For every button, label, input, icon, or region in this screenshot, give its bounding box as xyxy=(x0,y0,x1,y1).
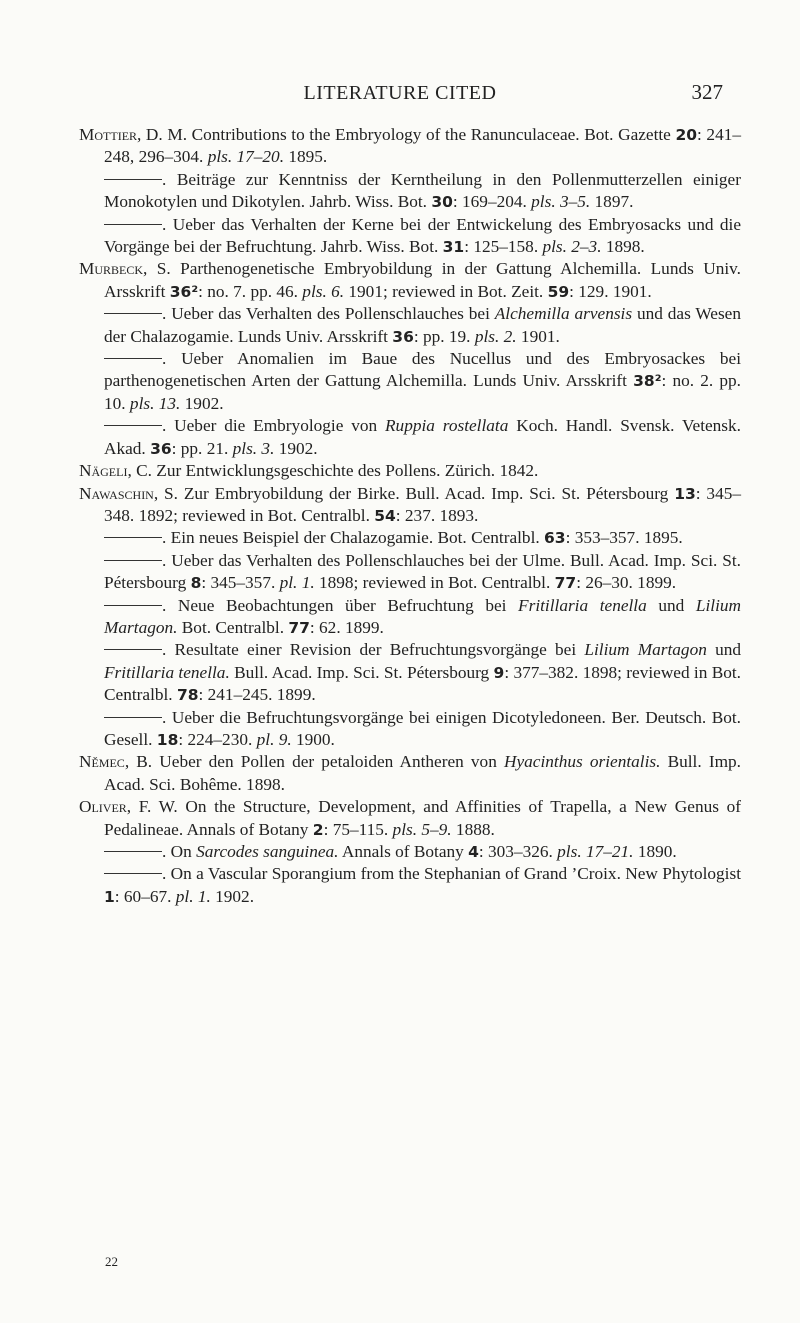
same-author-dash xyxy=(104,179,162,180)
italic-text: pls. 13. xyxy=(129,393,181,413)
reference-entry xyxy=(79,124,741,169)
citation-text: Bull. Imp. Acad. Sci. Bohême. 1898. xyxy=(104,752,741,794)
reference-author: Oliver, F. W. xyxy=(79,797,178,817)
reference-entry xyxy=(79,258,741,303)
volume-number: 36 xyxy=(392,327,414,346)
citation-text: : no. 2. pp. 10. xyxy=(104,371,741,413)
reference-entry xyxy=(79,639,741,706)
reference-entry xyxy=(79,415,741,460)
citation-text: . Ueber das Verhalten der Kerne bei der Entwickelung des Embryosacks und die Vorgänge bei der Befruchtung. Jahrb. Wiss. Bot. xyxy=(104,214,741,257)
citation-text: . Ueber die Befruchtungsvorgänge bei einigen Dicotyledoneen. Ber. Deutsch. Bot. Gesell. xyxy=(104,707,741,749)
citation-text: : 303–326. xyxy=(478,842,558,861)
citation-text: : 62. 1899. xyxy=(309,617,384,637)
page-number: 327 xyxy=(691,80,723,104)
same-author-dash xyxy=(104,851,162,852)
reference-entry xyxy=(79,169,741,214)
volume-number: 38² xyxy=(633,372,662,391)
citation-text: Ueber den Pollen der petaloiden Antheren von xyxy=(152,752,504,772)
italic-text: Alchemilla arvensis xyxy=(494,304,633,324)
volume-number: 2 xyxy=(312,820,324,839)
citation-text: : 241–245. 1899. xyxy=(198,685,316,705)
citation-text: : 345–357. xyxy=(201,573,280,593)
citation-text: . Ueber Anomalien im Baue des Nucellus und des Embryosackes bei parthenogenetischen Arten der Gattung Alchemilla. Lunds Univ. Arsskrift xyxy=(104,349,741,391)
italic-text: pls. 5–9. xyxy=(392,819,452,839)
citation-text: 1902. xyxy=(180,393,224,413)
citation-text: Zur Entwicklungsgeschichte des Pollens. Zürich. 1842. xyxy=(151,461,539,481)
printer-signature-mark: 22 xyxy=(105,1254,118,1269)
volume-number: 77 xyxy=(554,574,577,593)
volume-number: 18 xyxy=(156,730,179,749)
volume-number: 9 xyxy=(493,663,505,682)
reference-author: Nägeli, C. xyxy=(79,461,152,481)
reference-entry xyxy=(79,483,741,528)
volume-number: 36² xyxy=(169,282,199,301)
volume-number: 78 xyxy=(176,686,199,705)
italic-text: pls. 2–3. xyxy=(542,237,602,257)
citation-text: 1900. xyxy=(291,729,335,749)
citation-text: : pp. 19. xyxy=(413,326,475,346)
italic-text: pls. 17–20. xyxy=(207,147,285,167)
same-author-dash xyxy=(104,313,162,314)
reference-entry xyxy=(79,460,741,482)
volume-number: 36 xyxy=(150,439,172,458)
reference-author: Mottier, D. M. xyxy=(79,125,188,144)
citation-text: Bull. Acad. Imp. Sci. St. Pétersbourg xyxy=(229,662,494,682)
reference-entry xyxy=(79,751,741,796)
citation-text: : 345–348. 1892; reviewed in Bot. Centralbl. xyxy=(104,483,741,525)
italic-text: pls. 6. xyxy=(302,281,345,301)
italic-text: pls. 17–21. xyxy=(557,842,634,861)
reference-entry xyxy=(79,214,741,259)
citation-text: Zur Embryobildung der Birke. Bull. Acad. Imp. Sci. St. Pétersbourg xyxy=(177,483,675,503)
italic-text: pl. 9. xyxy=(256,729,292,749)
citation-text: Annals of Botany xyxy=(338,842,469,861)
citation-text: und xyxy=(706,640,741,660)
citation-text: : 60–67. xyxy=(114,886,176,906)
volume-number: 4 xyxy=(468,843,479,861)
volume-number: 54 xyxy=(374,506,396,525)
reference-entry xyxy=(79,863,741,908)
italic-text: pls. 3. xyxy=(232,438,275,458)
italic-text: pls. 3–5. xyxy=(531,192,591,212)
volume-number: 30 xyxy=(431,193,453,212)
citation-text: . Ueber das Verhalten des Pollenschlauches bei xyxy=(162,304,495,324)
same-author-dash xyxy=(104,358,162,359)
same-author-dash xyxy=(104,425,162,426)
citation-text: und das Wesen der Chalazogamie. Lunds Univ. Arsskrift xyxy=(104,304,741,346)
volume-number: 13 xyxy=(674,484,696,503)
citation-text: . On a Vascular Sporangium from the Stephanian of Grand ’Croix. New Phytologist xyxy=(162,864,741,884)
citation-text: : 26–30. 1899. xyxy=(576,573,677,593)
italic-text: Sarcodes sanguinea. xyxy=(196,842,339,861)
reference-list xyxy=(79,124,741,908)
citation-text: 1898. xyxy=(601,237,645,257)
citation-text: 1901. xyxy=(516,326,560,346)
reference-entry xyxy=(79,707,741,752)
citation-text: : no. 7. pp. 46. xyxy=(198,281,303,301)
reference-entry xyxy=(79,841,741,863)
citation-text: . Neue Beobachtungen über Befruchtung bei xyxy=(162,595,519,615)
reference-entry xyxy=(79,550,741,595)
citation-text: Contributions to the Embryology of the Ranunculaceae. Bot. Gazette xyxy=(187,125,676,144)
citation-text: . Ein neues Beispiel der Chalazogamie. Bot. Centralbl. xyxy=(162,528,545,548)
citation-text: 1890. xyxy=(633,842,677,861)
volume-number: 20 xyxy=(675,126,698,144)
citation-text: . Ueber das Verhalten des Pollenschlauches bei der Ulme. Bull. Acad. Imp. Sci. St. Pétersbourg xyxy=(104,550,741,593)
citation-text: : 353–357. 1895. xyxy=(565,528,683,548)
citation-text: . Ueber die Embryologie von xyxy=(162,416,385,436)
same-author-dash xyxy=(104,717,162,718)
italic-text: pls. 2. xyxy=(474,326,517,346)
italic-text: Hyacinthus orientalis. xyxy=(504,752,661,772)
citation-text: Koch. Handl. Svensk. Vetensk. Akad. xyxy=(104,416,741,458)
reference-entry xyxy=(79,348,741,415)
reference-author: Nawaschin, S. xyxy=(79,483,178,503)
reference-entry xyxy=(79,796,741,841)
reference-entry xyxy=(79,527,741,549)
citation-text: . Beiträge zur Kenntniss der Kerntheilung in den Pollenmutterzellen einiger Monokotylen und Dikotylen. Jahrb. Wiss. Bot. xyxy=(104,169,741,212)
citation-text: 1902. xyxy=(210,886,255,906)
citation-text: : 377–382. 1898; reviewed in Bot. Centralbl. xyxy=(104,662,741,705)
italic-text: Fritillaria tenella. xyxy=(104,662,230,682)
citation-text: 1895. xyxy=(284,147,328,167)
citation-text: Bot. Centralbl. xyxy=(177,617,289,637)
italic-text: Fritillaria tenella xyxy=(518,595,647,615)
citation-text: : 75–115. xyxy=(323,819,393,839)
reference-entry xyxy=(79,595,741,640)
same-author-dash xyxy=(104,649,162,650)
citation-text: : pp. 21. xyxy=(171,438,233,458)
citation-text: : 125–158. xyxy=(464,237,543,257)
volume-number: 59 xyxy=(547,282,570,301)
citation-text: und xyxy=(646,595,696,615)
volume-number: 31 xyxy=(442,238,465,257)
citation-text: : 129. 1901. xyxy=(569,281,652,301)
italic-text: Lilium Martagon. xyxy=(104,595,741,637)
same-author-dash xyxy=(104,560,162,561)
volume-number: 8 xyxy=(190,574,202,593)
citation-text: 1901; reviewed in Bot. Zeit. xyxy=(344,281,548,301)
citation-text: 1888. xyxy=(451,819,495,839)
citation-text: : 224–230. xyxy=(178,729,257,749)
reference-author: Murbeck, S. xyxy=(79,259,171,279)
italic-text: pl. 1. xyxy=(279,573,315,593)
italic-text: pl. 1. xyxy=(175,886,211,906)
running-head: LITERATURE CITED xyxy=(303,82,497,104)
citation-text: . Resultate einer Revision der Befruchtungsvorgänge bei xyxy=(162,640,585,660)
citation-text: Parthenogenetische Embryobildung in der Gattung Alchemilla. Lunds Univ. Arsskrift xyxy=(104,259,741,301)
italic-text: Ruppia rostellata xyxy=(385,416,509,436)
citation-text: 1898; reviewed in Bot. Centralbl. xyxy=(314,573,555,593)
reference-entry xyxy=(79,303,741,348)
citation-text: : 237. 1893. xyxy=(395,505,479,525)
same-author-dash xyxy=(104,873,162,874)
same-author-dash xyxy=(104,537,162,538)
italic-text: Lilium Martagon xyxy=(584,640,707,660)
citation-text: 1902. xyxy=(274,438,318,458)
citation-text: : 241–248, 296–304. xyxy=(104,125,741,167)
citation-text: 1897. xyxy=(590,192,634,212)
citation-text: On the Structure, Development, and Affinities of Trapella, a New Genus of Pedalineae. Annals of Botany xyxy=(104,797,741,839)
reference-author: Němec, B. xyxy=(79,752,153,772)
citation-text: . On xyxy=(162,842,197,861)
citation-text: : 169–204. xyxy=(452,192,532,212)
volume-number: 1 xyxy=(104,887,115,906)
same-author-dash xyxy=(104,224,162,225)
volume-number: 63 xyxy=(544,529,566,548)
volume-number: 77 xyxy=(288,618,310,637)
same-author-dash xyxy=(104,605,162,606)
